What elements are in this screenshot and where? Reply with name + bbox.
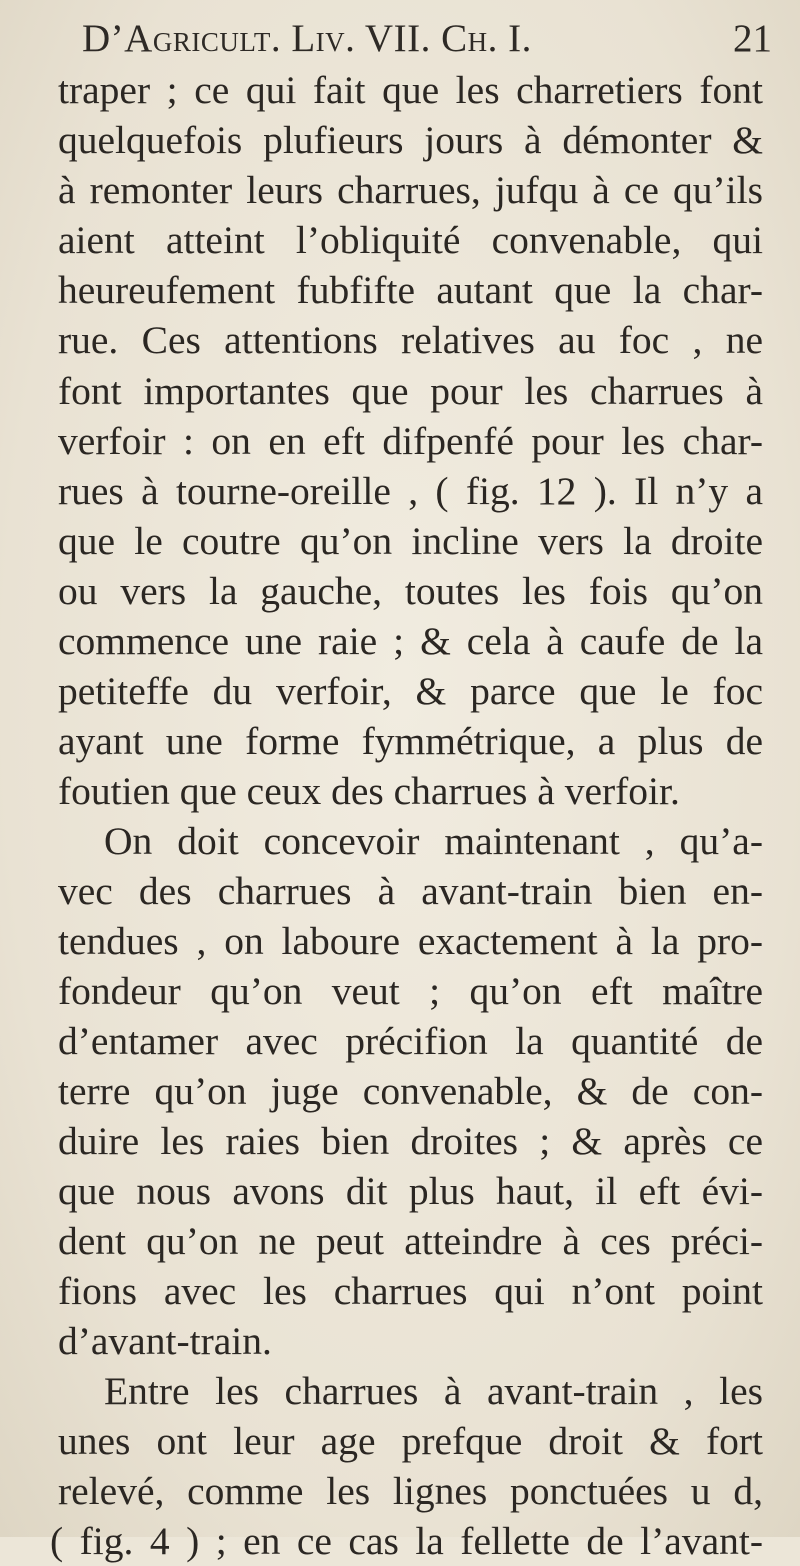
text-line: unes ont leur age prefque droit & fort bbox=[58, 1419, 763, 1463]
text-line: font importantes que pour les charrues à bbox=[58, 369, 763, 413]
text-line: que le coutre qu’on incline vers la droite bbox=[58, 519, 763, 563]
text-line: quelquefois plufieurs jours à démonter & bbox=[58, 118, 763, 162]
text-line: ayant une forme fymmétrique, a plus de bbox=[58, 719, 763, 763]
text-line: rue. Ces attentions relatives au foc , ne bbox=[58, 318, 763, 362]
text-line: d’entamer avec précifion la quantité de bbox=[58, 1019, 763, 1063]
text-line: relevé, comme les lignes ponctuées u d, bbox=[58, 1469, 763, 1513]
page-number: 21 bbox=[733, 17, 772, 60]
text-line: d’avant-train. bbox=[58, 1319, 272, 1363]
text-line: dent qu’on ne peut atteindre à ces préci- bbox=[58, 1219, 763, 1263]
running-title: D’Agricult. Liv. VII. Ch. I. bbox=[82, 17, 532, 60]
text-line: ( fig. 4 ) ; en ce cas la fellette de l’avant- bbox=[50, 1519, 763, 1563]
text-line: foutien que ceux des charrues à verfoir. bbox=[58, 769, 680, 813]
text-line: à remonter leurs charrues, jufqu à ce qu’ils bbox=[58, 168, 763, 212]
text-line: duire les raies bien droites ; & après ce bbox=[58, 1119, 763, 1163]
text-line: fions avec les charrues qui n’ont point bbox=[58, 1269, 763, 1313]
text-line: petiteffe du verfoir, & parce que le foc bbox=[58, 669, 763, 713]
text-line: verfoir : on en eft difpenfé pour les char- bbox=[58, 419, 763, 463]
paragraph-start-line: On doit concevoir maintenant , qu’a- bbox=[104, 819, 763, 863]
paragraph-start-line: Entre les charrues à avant-train , les bbox=[104, 1369, 763, 1413]
text-line: traper ; ce qui fait que les charretiers font bbox=[58, 68, 763, 112]
text-line: ou vers la gauche, toutes les fois qu’on bbox=[58, 569, 763, 613]
text-line: que nous avons dit plus haut, il eft évi- bbox=[58, 1169, 763, 1213]
text-line: commence une raie ; & cela à caufe de la bbox=[58, 619, 763, 663]
text-line: tendues , on laboure exactement à la pro- bbox=[58, 919, 763, 963]
text-line: terre qu’on juge convenable, & de con- bbox=[58, 1069, 763, 1113]
text-line: aient atteint l’obliquité convenable, qui bbox=[58, 218, 763, 262]
text-line: vec des charrues à avant-train bien en- bbox=[58, 869, 763, 913]
text-line: rues à tourne-oreille , ( fig. 12 ). Il n’y a bbox=[58, 469, 763, 513]
text-line: heureufement fubfifte autant que la char- bbox=[58, 268, 763, 312]
text-line: fondeur qu’on veut ; qu’on eft maître bbox=[58, 969, 763, 1013]
